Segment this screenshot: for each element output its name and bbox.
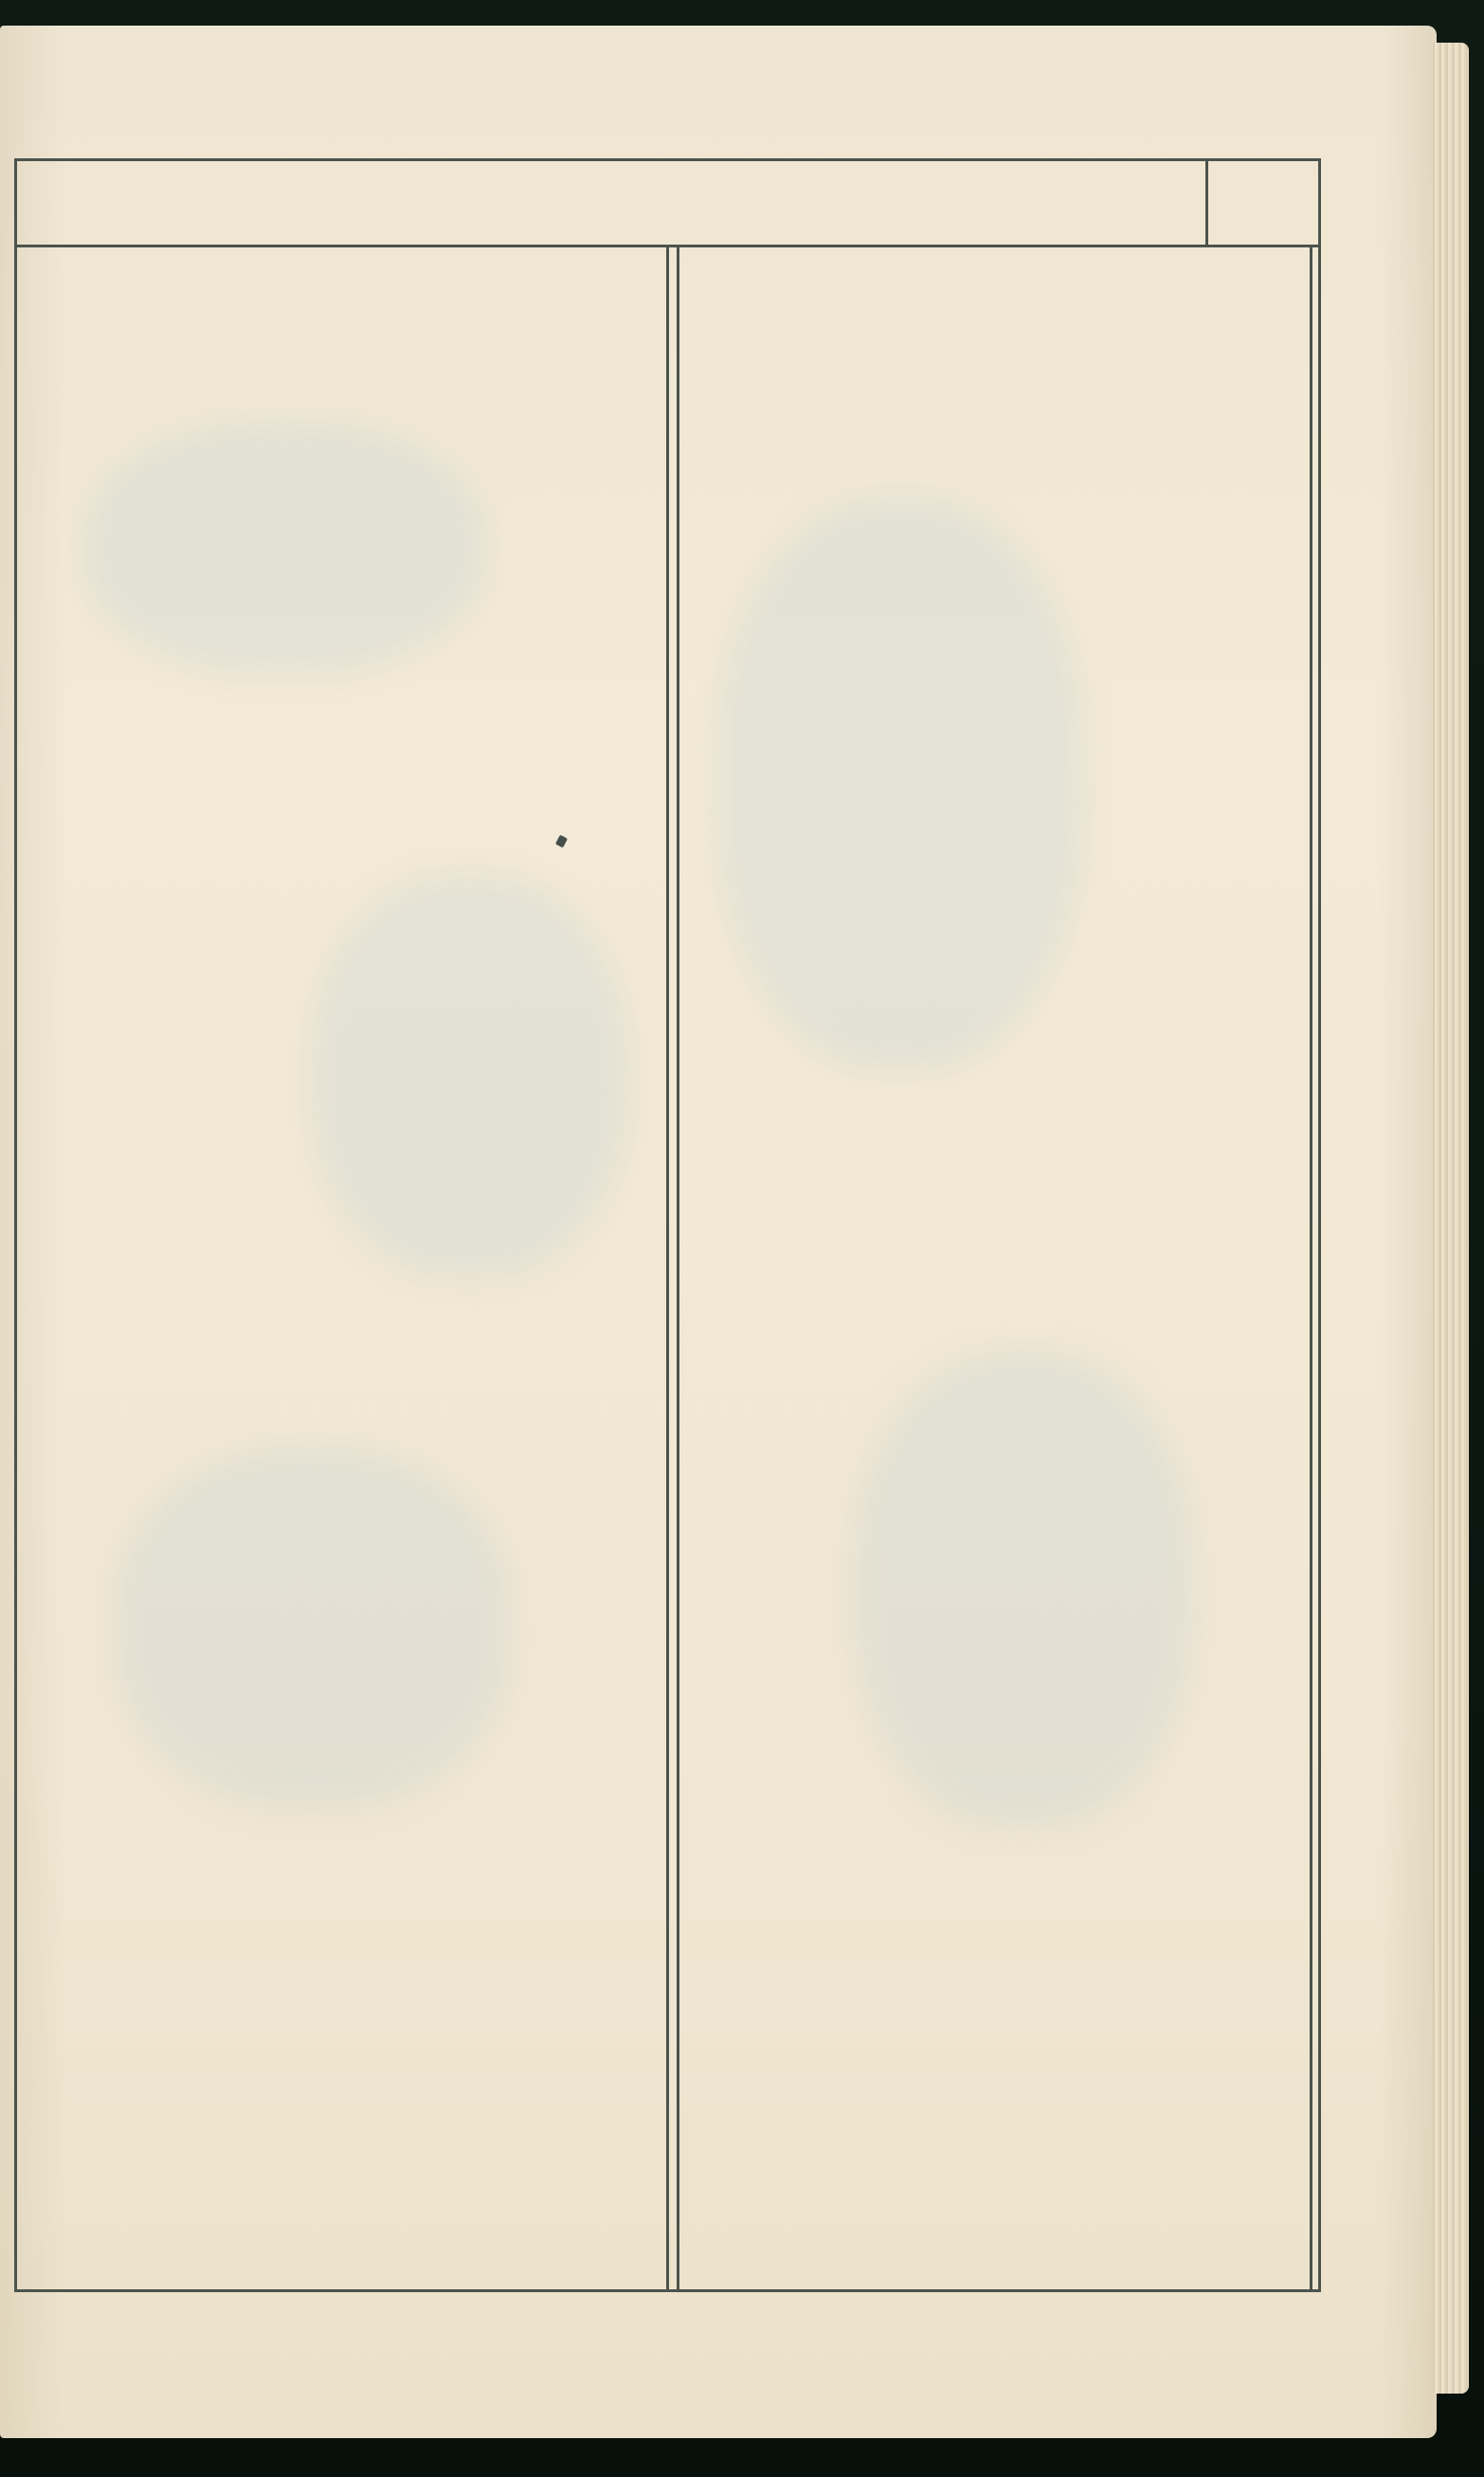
english-column <box>28 256 644 281</box>
printed-border-frame <box>14 158 1321 2292</box>
page-number <box>1208 161 1318 245</box>
center-column-divider <box>666 247 679 2289</box>
running-head-english <box>17 161 671 245</box>
running-head <box>17 161 1318 247</box>
right-inner-rule <box>1310 247 1312 2289</box>
running-head-chinese <box>674 161 1205 245</box>
page-fore-edge <box>1433 43 1469 2394</box>
